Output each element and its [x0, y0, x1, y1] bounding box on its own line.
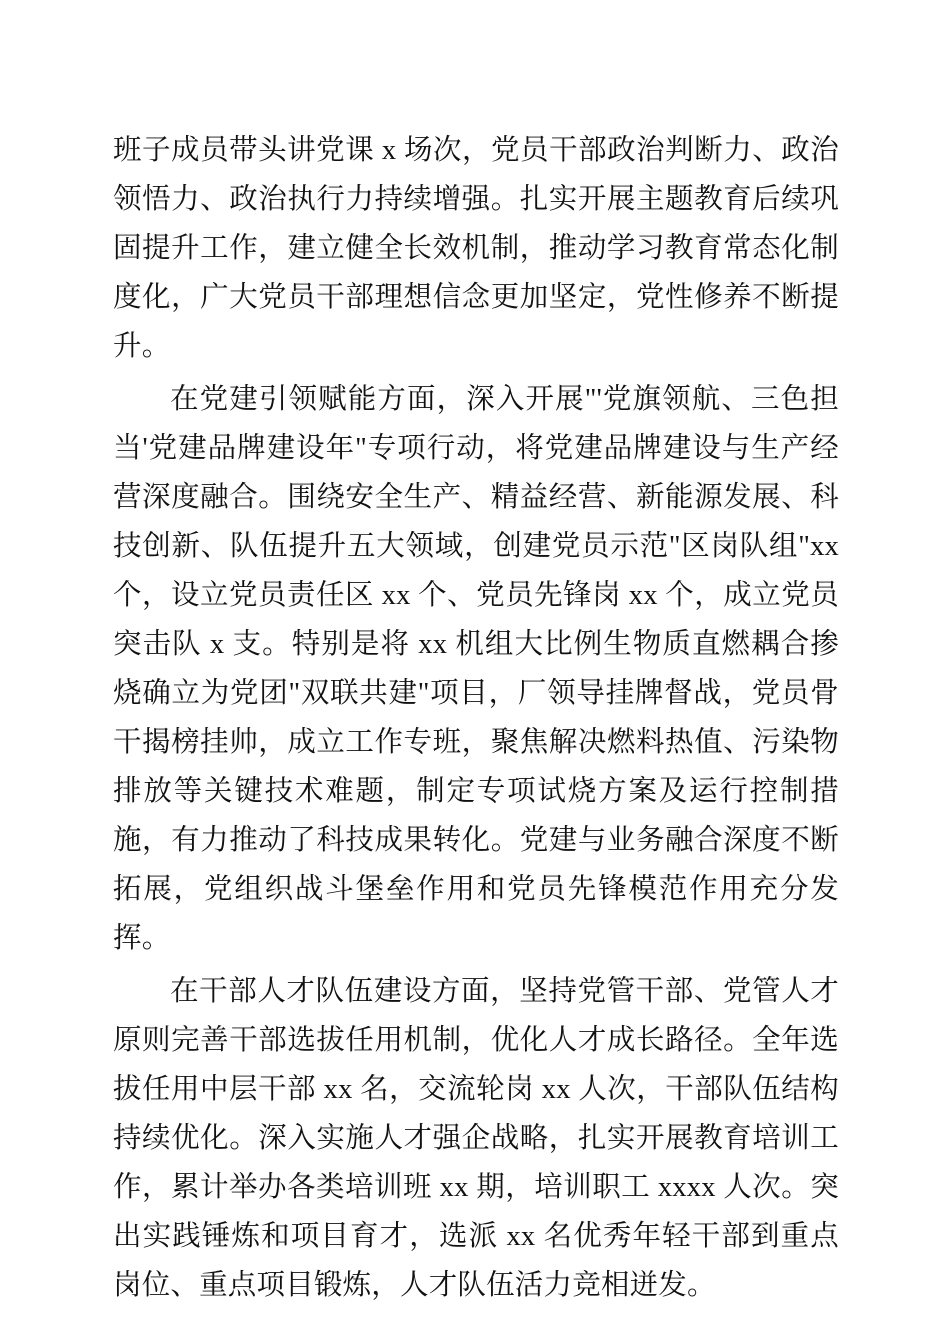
paragraph-3: 在干部人才队伍建设方面，坚持党管干部、党管人才原则完善干部选拔任用机制，优化人才成长路径。全年选拔任用中层干部 xx 名，交流轮岗 xx 人次，干部队伍结构持续优化。深入实施人才强企战略，扎实开展教育培训工作，累计举办各类培训班 xx 期，培训职工 xxxx 人次。突出实践锤炼和项目育才，选派 xx 名优秀年轻干部到重点岗位、重点项目锻炼，人才队伍活力竞相迸发。 — [113, 976, 839, 1301]
paragraph-1: 班子成员带头讲党课 x 场次，党员干部政治判断力、政治领悟力、政治执行力持续增强。扎实开展主题教育后续巩固提升工作，建立健全长效机制，推动学习教育常态化制度化，广大党员干部理想信念更加坚定，党性修养不断提升。 — [113, 135, 839, 362]
document-body — [113, 126, 839, 1314]
paragraph-2: 在党建引领赋能方面，深入开展"'党旗领航、三色担当'党建品牌建设年"专项行动，将党建品牌建设与生产经营深度融合。围绕安全生产、精益经营、新能源发展、科技创新、队伍提升五大领域，创建党员示范"区岗队组"xx 个，设立党员责任区 xx 个、党员先锋岗 xx 个，成立党员突击队 x 支。特别是将 xx 机组大比例生物质直燃耦合掺烧确立为党团"双联共建"项目，厂领导挂牌督战，党员骨干揭榜挂帅，成立工作专班，聚焦解决燃料热值、污染物排放等关键技术难题，制定专项试烧方案及运行控制措施，有力推动了科技成果转化。党建与业务融合深度不断拓展，党组织战斗堡垒作用和党员先锋模范作用充分发挥。 — [113, 384, 839, 954]
